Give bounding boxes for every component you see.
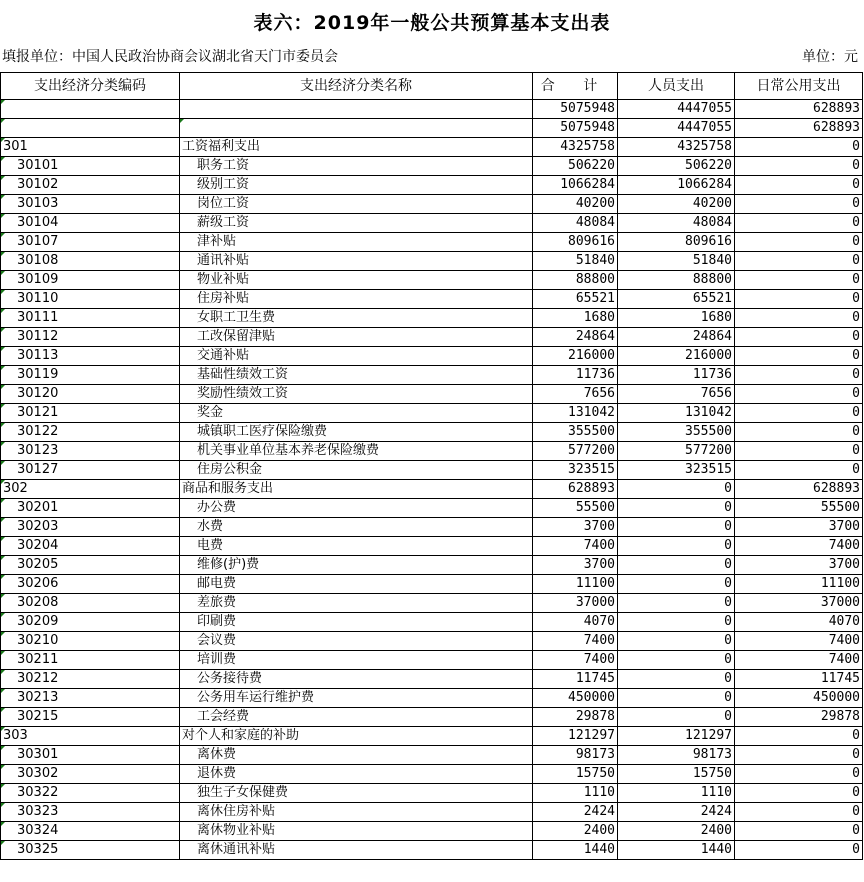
name-cell: 印刷费 [180, 613, 533, 632]
code-cell: 30103 [1, 195, 180, 214]
total-cell: 37000 [533, 594, 618, 613]
code-cell: 30212 [1, 670, 180, 689]
personnel-cell: 0 [618, 594, 735, 613]
personnel-cell: 11736 [618, 366, 735, 385]
name-cell: 物业补贴 [180, 271, 533, 290]
table-row [1, 480, 863, 499]
personnel-cell: 0 [618, 575, 735, 594]
total-cell: 216000 [533, 347, 618, 366]
total-cell: 7400 [533, 651, 618, 670]
table-row [1, 708, 863, 727]
personnel-cell: 48084 [618, 214, 735, 233]
code-cell: 30110 [1, 290, 180, 309]
daily-cell: 628893 [735, 100, 863, 119]
table-row [1, 518, 863, 537]
daily-cell: 29878 [735, 708, 863, 727]
total-cell: 29878 [533, 708, 618, 727]
personnel-cell: 0 [618, 518, 735, 537]
table-row [1, 575, 863, 594]
personnel-cell: 98173 [618, 746, 735, 765]
personnel-cell: 0 [618, 632, 735, 651]
name-cell: 商品和服务支出 [180, 480, 533, 499]
total-cell: 4070 [533, 613, 618, 632]
table-row [1, 442, 863, 461]
personnel-cell: 323515 [618, 461, 735, 480]
daily-cell: 0 [735, 309, 863, 328]
personnel-cell: 2424 [618, 803, 735, 822]
total-cell: 15750 [533, 765, 618, 784]
table-row [1, 841, 863, 860]
code-cell: 30322 [1, 784, 180, 803]
name-cell: 电费 [180, 537, 533, 556]
name-cell: 级别工资 [180, 176, 533, 195]
report-meta [0, 46, 864, 66]
table-row [1, 233, 863, 252]
personnel-cell: 506220 [618, 157, 735, 176]
table-row [1, 803, 863, 822]
personnel-cell: 0 [618, 556, 735, 575]
code-cell: 30302 [1, 765, 180, 784]
table-row [1, 290, 863, 309]
total-cell: 506220 [533, 157, 618, 176]
total-cell: 3700 [533, 556, 618, 575]
daily-cell: 3700 [735, 518, 863, 537]
daily-cell: 0 [735, 366, 863, 385]
daily-cell: 0 [735, 138, 863, 157]
daily-cell: 37000 [735, 594, 863, 613]
table-row [1, 784, 863, 803]
code-cell: 30119 [1, 366, 180, 385]
name-cell: 离休通讯补贴 [180, 841, 533, 860]
daily-cell: 0 [735, 157, 863, 176]
table-row [1, 328, 863, 347]
daily-cell: 0 [735, 822, 863, 841]
code-cell: 302 [1, 480, 180, 499]
name-cell: 工改保留津贴 [180, 328, 533, 347]
daily-cell: 4070 [735, 613, 863, 632]
daily-cell: 0 [735, 727, 863, 746]
personnel-cell: 355500 [618, 423, 735, 442]
name-cell: 职务工资 [180, 157, 533, 176]
personnel-cell: 0 [618, 670, 735, 689]
total-cell: 40200 [533, 195, 618, 214]
code-cell: 30209 [1, 613, 180, 632]
total-cell: 450000 [533, 689, 618, 708]
code-cell: 30205 [1, 556, 180, 575]
name-cell: 独生子女保健费 [180, 784, 533, 803]
code-cell: 301 [1, 138, 180, 157]
daily-cell: 0 [735, 442, 863, 461]
total-cell: 4325758 [533, 138, 618, 157]
total-cell: 11736 [533, 366, 618, 385]
code-cell: 30301 [1, 746, 180, 765]
personnel-cell: 577200 [618, 442, 735, 461]
personnel-cell: 0 [618, 689, 735, 708]
name-cell [180, 119, 533, 138]
daily-cell: 0 [735, 176, 863, 195]
header-name: 支出经济分类名称 [180, 73, 533, 100]
personnel-cell: 0 [618, 537, 735, 556]
personnel-cell: 809616 [618, 233, 735, 252]
name-cell: 离休住房补贴 [180, 803, 533, 822]
name-cell: 培训费 [180, 651, 533, 670]
table-row [1, 157, 863, 176]
personnel-cell: 121297 [618, 727, 735, 746]
table-row [1, 271, 863, 290]
table-row [1, 670, 863, 689]
daily-cell: 0 [735, 252, 863, 271]
table-row [1, 309, 863, 328]
code-cell: 30210 [1, 632, 180, 651]
code-cell: 30203 [1, 518, 180, 537]
daily-cell: 0 [735, 214, 863, 233]
personnel-cell: 65521 [618, 290, 735, 309]
code-cell: 30113 [1, 347, 180, 366]
personnel-cell: 0 [618, 708, 735, 727]
name-cell: 住房补贴 [180, 290, 533, 309]
code-cell: 30107 [1, 233, 180, 252]
code-cell: 30324 [1, 822, 180, 841]
reporting-unit: 填报单位：中国人民政治协商会议湖北省天门市委员会 [2, 49, 338, 65]
code-cell: 303 [1, 727, 180, 746]
name-cell: 会议费 [180, 632, 533, 651]
daily-cell: 0 [735, 328, 863, 347]
total-cell: 51840 [533, 252, 618, 271]
name-cell: 女职工卫生费 [180, 309, 533, 328]
total-cell: 5075948 [533, 119, 618, 138]
personnel-cell: 0 [618, 651, 735, 670]
daily-cell: 0 [735, 347, 863, 366]
code-cell: 30109 [1, 271, 180, 290]
name-cell: 办公费 [180, 499, 533, 518]
table-header-row [1, 73, 863, 100]
total-cell: 65521 [533, 290, 618, 309]
personnel-cell: 2400 [618, 822, 735, 841]
daily-cell: 628893 [735, 119, 863, 138]
total-cell: 3700 [533, 518, 618, 537]
personnel-cell: 0 [618, 499, 735, 518]
name-cell: 水费 [180, 518, 533, 537]
table-row [1, 689, 863, 708]
table-row [1, 385, 863, 404]
daily-cell: 55500 [735, 499, 863, 518]
total-cell: 809616 [533, 233, 618, 252]
table-row [1, 404, 863, 423]
personnel-cell: 1110 [618, 784, 735, 803]
daily-cell: 0 [735, 841, 863, 860]
daily-cell: 0 [735, 746, 863, 765]
code-cell: 30102 [1, 176, 180, 195]
name-cell: 住房公积金 [180, 461, 533, 480]
personnel-cell: 15750 [618, 765, 735, 784]
total-cell: 355500 [533, 423, 618, 442]
code-cell: 30208 [1, 594, 180, 613]
daily-cell: 0 [735, 195, 863, 214]
personnel-cell: 131042 [618, 404, 735, 423]
code-cell: 30213 [1, 689, 180, 708]
name-cell: 差旅费 [180, 594, 533, 613]
name-cell: 退休费 [180, 765, 533, 784]
table-row [1, 822, 863, 841]
personnel-cell: 24864 [618, 328, 735, 347]
total-cell: 1066284 [533, 176, 618, 195]
name-cell: 公务接待费 [180, 670, 533, 689]
personnel-cell: 216000 [618, 347, 735, 366]
personnel-cell: 4447055 [618, 100, 735, 119]
table-row [1, 176, 863, 195]
personnel-cell: 4447055 [618, 119, 735, 138]
total-cell: 24864 [533, 328, 618, 347]
table-row [1, 366, 863, 385]
name-cell: 交通补贴 [180, 347, 533, 366]
table-row [1, 613, 863, 632]
table-row [1, 765, 863, 784]
code-cell: 30101 [1, 157, 180, 176]
code-cell [1, 119, 180, 138]
code-cell: 30121 [1, 404, 180, 423]
daily-cell: 628893 [735, 480, 863, 499]
table-row [1, 195, 863, 214]
code-cell [1, 100, 180, 119]
code-cell: 30211 [1, 651, 180, 670]
table-row [1, 347, 863, 366]
total-cell: 577200 [533, 442, 618, 461]
header-daily: 日常公用支出 [735, 73, 863, 100]
name-cell: 离休费 [180, 746, 533, 765]
table-body [1, 100, 863, 860]
name-cell: 基础性绩效工资 [180, 366, 533, 385]
code-cell: 30201 [1, 499, 180, 518]
code-cell: 30323 [1, 803, 180, 822]
table-row [1, 556, 863, 575]
total-cell: 7656 [533, 385, 618, 404]
name-cell: 机关事业单位基本养老保险缴费 [180, 442, 533, 461]
table-row [1, 252, 863, 271]
daily-cell: 3700 [735, 556, 863, 575]
daily-cell: 450000 [735, 689, 863, 708]
table-row [1, 727, 863, 746]
name-cell: 津补贴 [180, 233, 533, 252]
code-cell: 30127 [1, 461, 180, 480]
name-cell: 维修(护)费 [180, 556, 533, 575]
personnel-cell: 88800 [618, 271, 735, 290]
total-cell: 55500 [533, 499, 618, 518]
daily-cell: 0 [735, 290, 863, 309]
currency-unit: 单位：元 [802, 49, 858, 65]
personnel-cell: 1440 [618, 841, 735, 860]
personnel-cell: 0 [618, 613, 735, 632]
daily-cell: 0 [735, 784, 863, 803]
header-code: 支出经济分类编码 [1, 73, 180, 100]
total-cell: 1440 [533, 841, 618, 860]
daily-cell: 11100 [735, 575, 863, 594]
name-cell: 工会经费 [180, 708, 533, 727]
name-cell: 离休物业补贴 [180, 822, 533, 841]
total-cell: 5075948 [533, 100, 618, 119]
code-cell: 30112 [1, 328, 180, 347]
total-cell: 11745 [533, 670, 618, 689]
table-row [1, 461, 863, 480]
code-cell: 30120 [1, 385, 180, 404]
personnel-cell: 40200 [618, 195, 735, 214]
daily-cell: 0 [735, 461, 863, 480]
code-cell: 30123 [1, 442, 180, 461]
daily-cell: 0 [735, 233, 863, 252]
personnel-cell: 51840 [618, 252, 735, 271]
table-row [1, 632, 863, 651]
name-cell: 公务用车运行维护费 [180, 689, 533, 708]
total-cell: 131042 [533, 404, 618, 423]
daily-cell: 7400 [735, 537, 863, 556]
total-cell: 2400 [533, 822, 618, 841]
total-cell: 11100 [533, 575, 618, 594]
code-cell: 30215 [1, 708, 180, 727]
name-cell: 邮电费 [180, 575, 533, 594]
name-cell: 城镇职工医疗保险缴费 [180, 423, 533, 442]
code-cell: 30111 [1, 309, 180, 328]
total-cell: 48084 [533, 214, 618, 233]
page-title: 表六：2019年一般公共预算基本支出表 [253, 12, 611, 34]
daily-cell: 11745 [735, 670, 863, 689]
total-cell: 88800 [533, 271, 618, 290]
total-cell: 2424 [533, 803, 618, 822]
daily-cell: 0 [735, 404, 863, 423]
name-cell: 通讯补贴 [180, 252, 533, 271]
name-cell: 对个人和家庭的补助 [180, 727, 533, 746]
name-cell: 岗位工资 [180, 195, 533, 214]
table-row [1, 746, 863, 765]
total-cell: 7400 [533, 537, 618, 556]
personnel-cell: 0 [618, 480, 735, 499]
table-row [1, 651, 863, 670]
total-cell: 121297 [533, 727, 618, 746]
total-cell: 323515 [533, 461, 618, 480]
table-row [1, 214, 863, 233]
daily-cell: 0 [735, 385, 863, 404]
code-cell: 30108 [1, 252, 180, 271]
table-row [1, 594, 863, 613]
header-personnel: 人员支出 [618, 73, 735, 100]
table-row [1, 138, 863, 157]
daily-cell: 7400 [735, 632, 863, 651]
name-cell: 奖金 [180, 404, 533, 423]
name-cell: 工资福利支出 [180, 138, 533, 157]
table-row [1, 423, 863, 442]
daily-cell: 7400 [735, 651, 863, 670]
total-cell: 628893 [533, 480, 618, 499]
code-cell: 30204 [1, 537, 180, 556]
code-cell: 30122 [1, 423, 180, 442]
table-row [1, 100, 863, 119]
name-cell: 薪级工资 [180, 214, 533, 233]
personnel-cell: 4325758 [618, 138, 735, 157]
name-cell [180, 100, 533, 119]
daily-cell: 0 [735, 271, 863, 290]
code-cell: 30104 [1, 214, 180, 233]
code-cell: 30206 [1, 575, 180, 594]
personnel-cell: 1066284 [618, 176, 735, 195]
budget-table [0, 72, 863, 860]
total-cell: 98173 [533, 746, 618, 765]
daily-cell: 0 [735, 803, 863, 822]
total-cell: 1110 [533, 784, 618, 803]
code-cell: 30325 [1, 841, 180, 860]
name-cell: 奖励性绩效工资 [180, 385, 533, 404]
personnel-cell: 7656 [618, 385, 735, 404]
table-row [1, 119, 863, 138]
header-total: 合 计 [533, 73, 618, 100]
personnel-cell: 1680 [618, 309, 735, 328]
total-cell: 7400 [533, 632, 618, 651]
daily-cell: 0 [735, 765, 863, 784]
daily-cell: 0 [735, 423, 863, 442]
table-row [1, 537, 863, 556]
table-row [1, 499, 863, 518]
total-cell: 1680 [533, 309, 618, 328]
